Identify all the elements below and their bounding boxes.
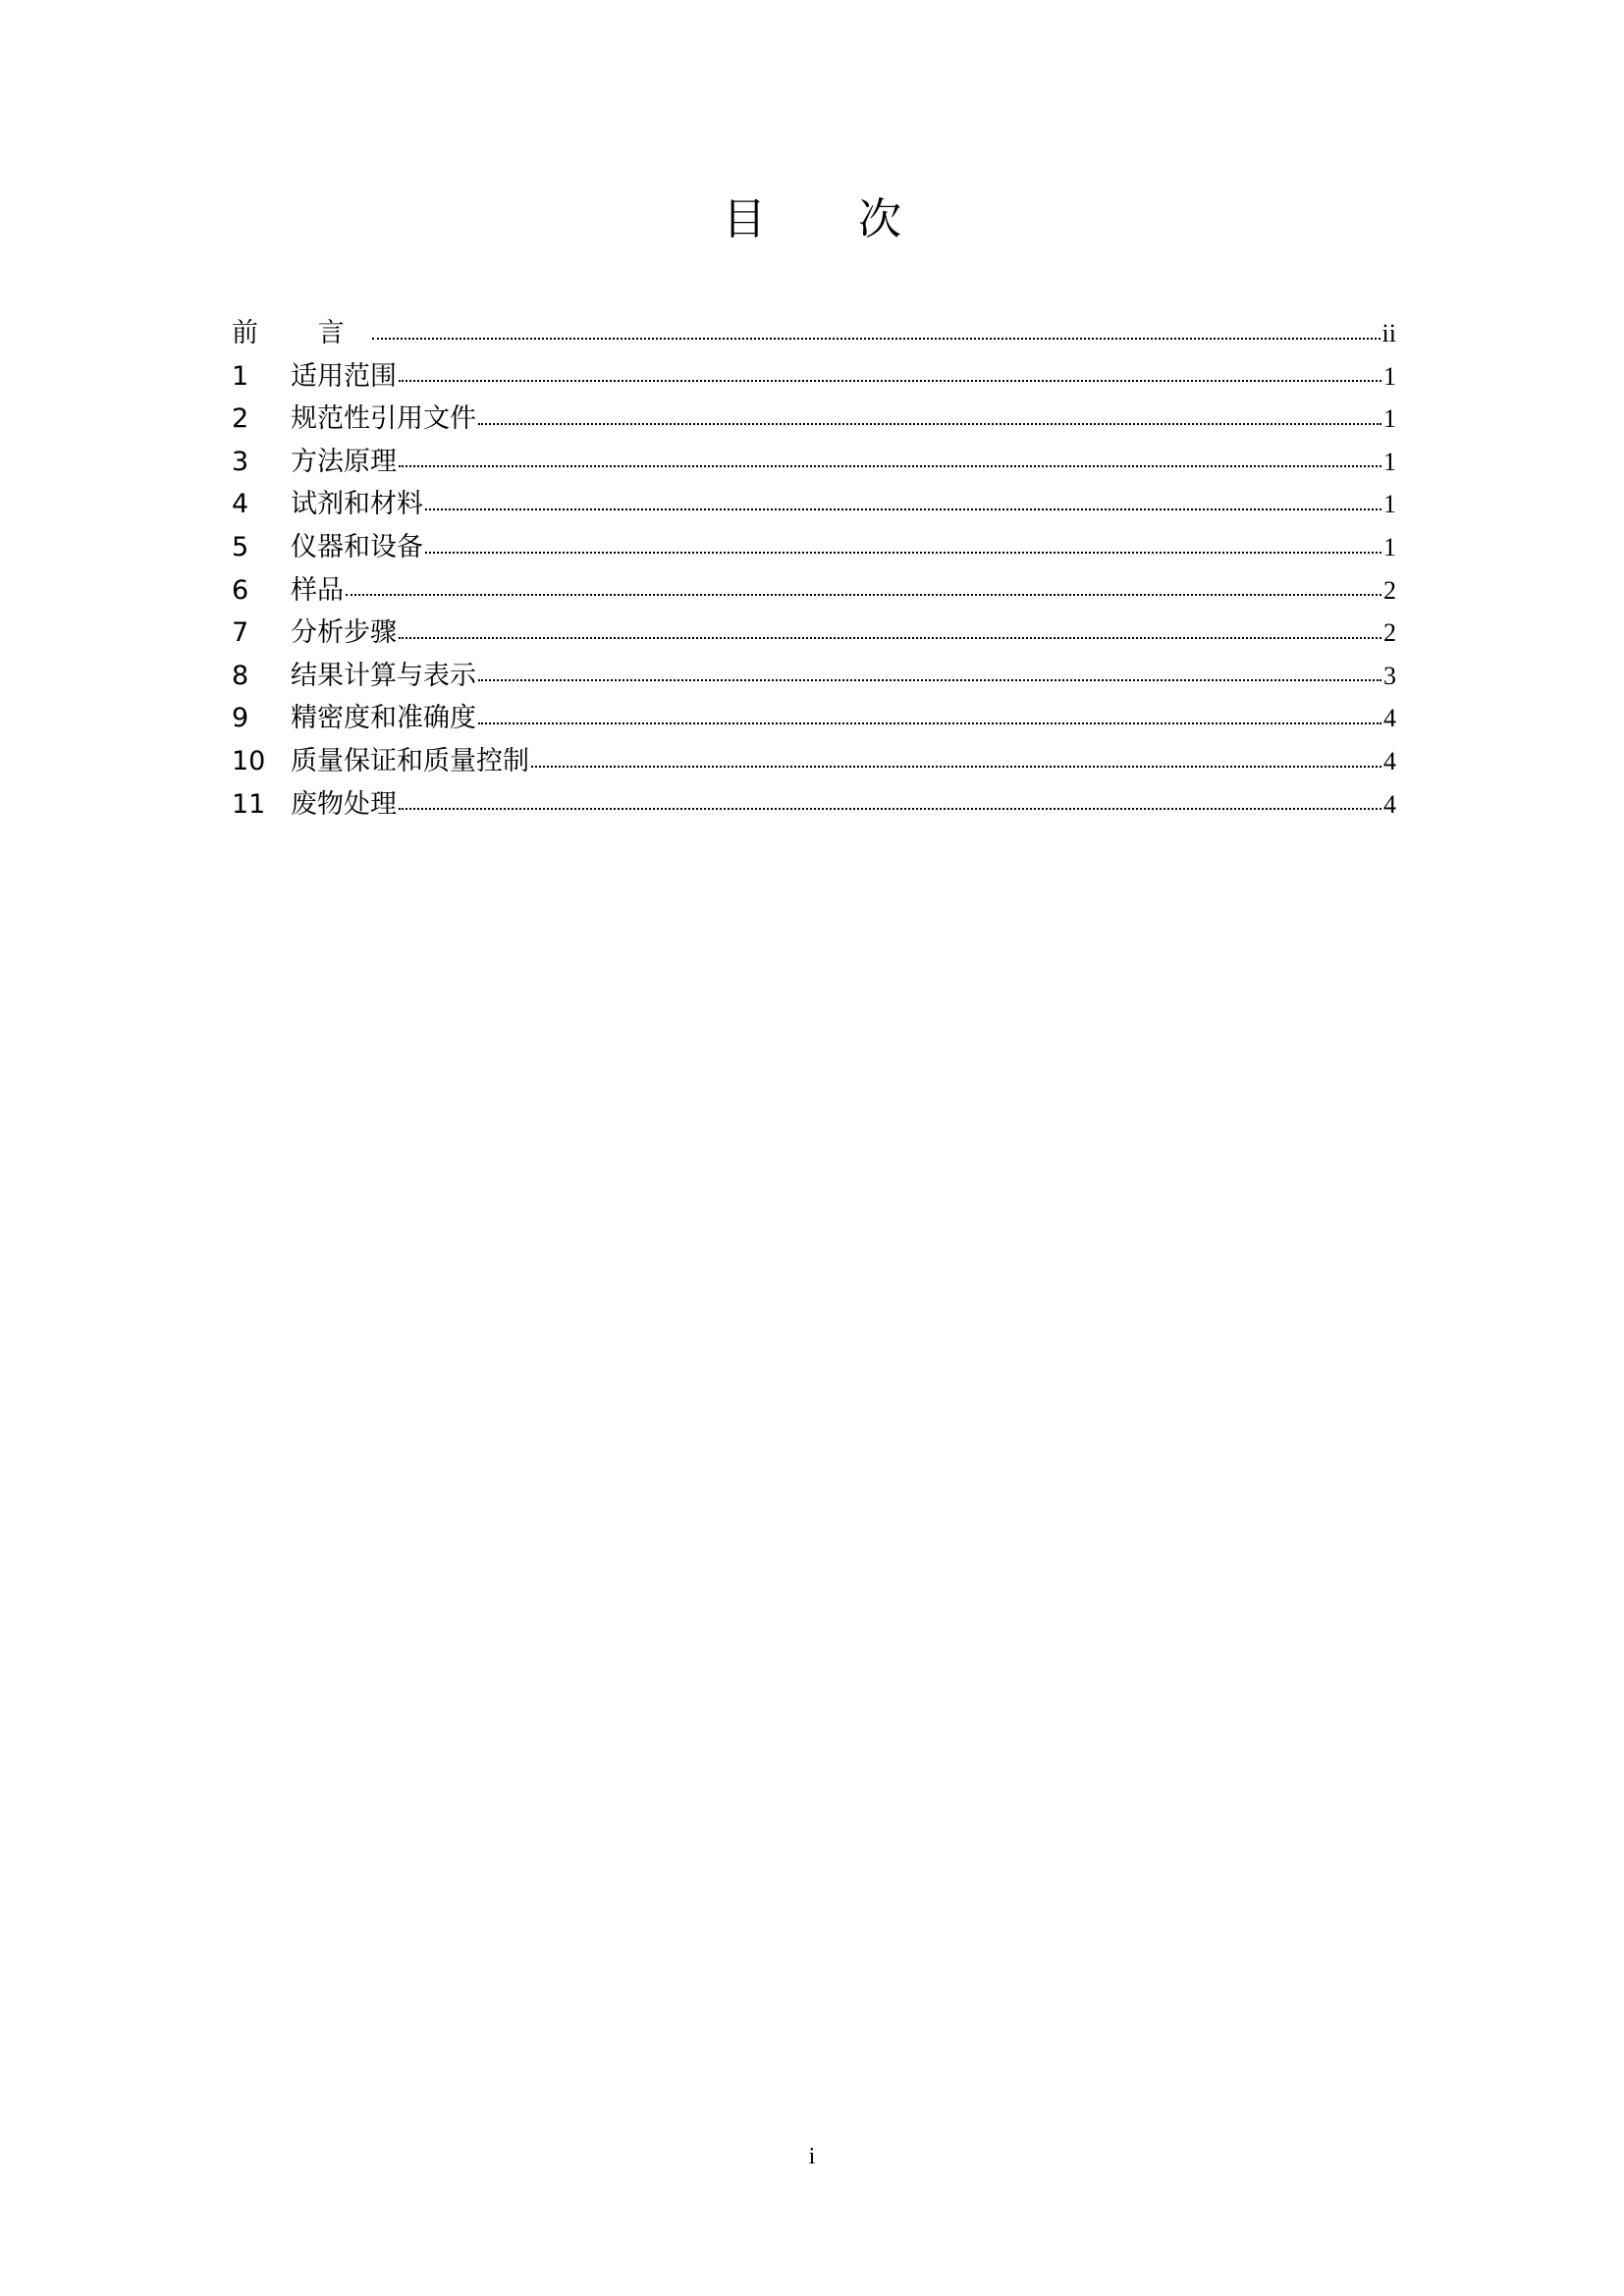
toc-dot-leader (372, 337, 1380, 340)
toc-dot-leader (399, 636, 1381, 639)
page-title: 目 次 (723, 194, 941, 244)
toc-entry-label: 样品 (291, 574, 344, 606)
toc-entry-preface[interactable] (232, 312, 1396, 355)
toc-entry-label: 结果计算与表示 (291, 660, 476, 691)
toc-entry-number: 3 (232, 446, 249, 477)
toc-dot-leader (478, 721, 1381, 724)
toc-entry-label: 前 言 (232, 318, 370, 348)
toc-entry-number: 11 (232, 788, 266, 820)
toc-entry-page: 4 (1383, 704, 1396, 733)
toc-entry-number: 1 (232, 360, 249, 392)
toc-entry-number: 6 (232, 574, 249, 606)
toc-dot-leader (399, 807, 1381, 810)
toc-entry-page: 3 (1383, 661, 1396, 690)
toc-entry-page: 1 (1383, 404, 1396, 434)
toc-entry-page: ii (1381, 319, 1396, 347)
toc-dot-leader (478, 422, 1381, 425)
toc-entry-number: 9 (232, 703, 249, 734)
toc-entry-quality-control[interactable] (232, 740, 1396, 783)
footer-page-number: i (808, 2144, 816, 2169)
toc-entry-page: 4 (1383, 789, 1396, 819)
toc-entry-calculation[interactable] (232, 655, 1396, 698)
toc-entry-number: 7 (232, 617, 249, 649)
toc-entry-label: 仪器和设备 (291, 531, 423, 562)
toc-entry-page: 2 (1383, 618, 1396, 648)
toc-entry-page: 1 (1383, 447, 1396, 476)
toc-entry-page: 4 (1383, 746, 1396, 775)
toc-entry-number: 10 (232, 745, 266, 776)
toc-dot-leader (346, 593, 1381, 596)
toc-entry-number: 4 (232, 489, 249, 520)
toc-entry-label: 试剂和材料 (291, 489, 423, 520)
table-of-contents (232, 312, 1396, 826)
toc-dot-leader (425, 507, 1381, 510)
toc-entry-label: 适用范围 (291, 360, 397, 392)
toc-entry-page: 1 (1383, 361, 1396, 391)
toc-dot-leader (531, 765, 1381, 768)
toc-entry-label: 废物处理 (291, 788, 397, 820)
toc-entry-label: 质量保证和质量控制 (291, 745, 529, 776)
toc-dot-leader (478, 678, 1381, 681)
toc-entry-procedure[interactable] (232, 612, 1396, 655)
toc-entry-label: 精密度和准确度 (291, 703, 476, 734)
toc-entry-principle[interactable] (232, 441, 1396, 484)
toc-entry-apparatus[interactable] (232, 526, 1396, 569)
toc-entry-scope[interactable] (232, 355, 1396, 399)
toc-entry-precision[interactable] (232, 697, 1396, 740)
toc-entry-waste-disposal[interactable] (232, 783, 1396, 827)
toc-entry-number: 8 (232, 660, 249, 691)
toc-entry-reagents[interactable] (232, 483, 1396, 526)
toc-entry-label: 规范性引用文件 (291, 403, 476, 435)
toc-entry-page: 1 (1383, 490, 1396, 519)
toc-dot-leader (399, 464, 1381, 467)
toc-dot-leader (399, 379, 1381, 382)
toc-entry-number: 2 (232, 403, 249, 435)
toc-entry-label: 方法原理 (291, 446, 397, 477)
toc-entry-samples[interactable] (232, 569, 1396, 613)
toc-entry-number: 5 (232, 531, 249, 562)
toc-dot-leader (425, 551, 1381, 554)
toc-entry-page: 1 (1383, 532, 1396, 561)
toc-entry-normative-references[interactable] (232, 398, 1396, 441)
toc-entry-page: 2 (1383, 575, 1396, 605)
toc-entry-label: 分析步骤 (291, 617, 397, 649)
